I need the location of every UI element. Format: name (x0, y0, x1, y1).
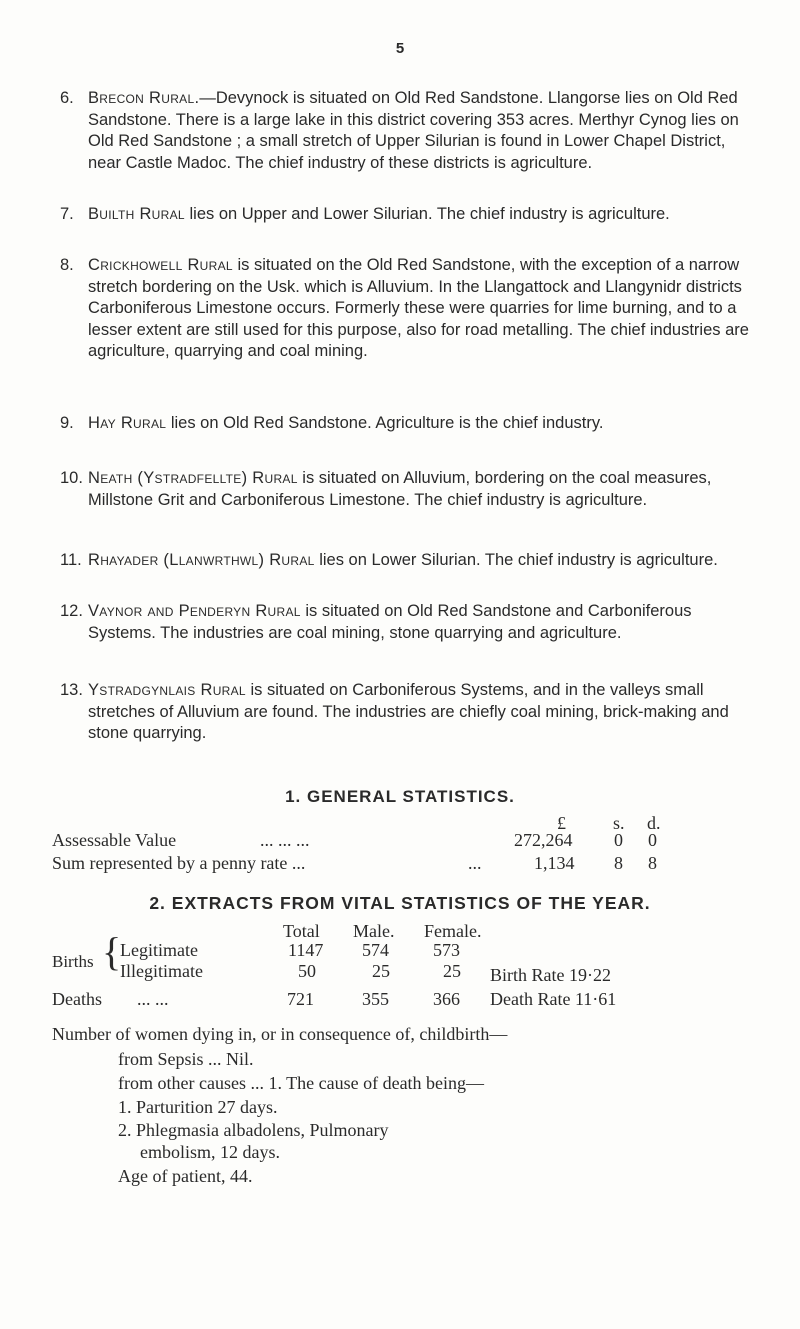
item-number: 10. (60, 469, 83, 487)
col-shillings: s. (613, 813, 625, 833)
stat-label: Sum represented by a penny rate ... (52, 853, 306, 873)
deaths-total: 721 (287, 989, 314, 1009)
stat-shillings: 0 (614, 830, 623, 850)
deaths-male: 355 (362, 989, 389, 1009)
list-item (60, 204, 750, 226)
leader-dots: ... (468, 853, 482, 873)
brace-glyph: { (102, 929, 122, 974)
maternal-cause-2-cont: embolism, 12 days. (140, 1142, 280, 1162)
district-name: Vaynor and Penderyn Rural (88, 602, 301, 620)
stat-shillings: 8 (614, 853, 623, 873)
stat-label: Assessable Value (52, 830, 177, 850)
illegitimate-label: Illegitimate (120, 961, 203, 981)
district-name: Builth Rural (88, 205, 185, 223)
legitimate-total: 1147 (288, 940, 324, 960)
stat-pence: 8 (648, 853, 657, 873)
list-item (60, 88, 750, 174)
illegitimate-total: 50 (298, 961, 316, 981)
stat-pounds: 272,264 (514, 830, 573, 850)
item-number: 6. (60, 89, 74, 107)
list-item (60, 255, 750, 363)
item-number: 7. (60, 205, 74, 223)
stat-pounds: 1,134 (534, 853, 575, 873)
item-number: 13. (60, 681, 83, 699)
item-number: 12. (60, 602, 83, 620)
illegitimate-male: 25 (372, 961, 390, 981)
stat-pence: 0 (648, 830, 657, 850)
item-text: is situated on Carboniferous Systems, and in the valleys small stretches of Alluvium are found. The industries are chiefly coal mining, brick-making and stone quarrying. (88, 681, 729, 742)
illegitimate-female: 25 (443, 961, 461, 981)
maternal-cause-2: 2. Phlegmasia albadolens, Pulmonary (118, 1120, 389, 1140)
item-number: 11. (60, 551, 82, 569)
list-item (60, 468, 750, 511)
list-item (60, 601, 750, 644)
item-text: lies on Old Red Sandstone. Agriculture is the chief industry. (166, 414, 604, 432)
legitimate-male: 574 (362, 940, 389, 960)
item-text: —Devynock is situated on Old Red Sandstone. Llangorse lies on Old Red Sandstone. There is a large lake in this district covering 353 acres. Merthyr Cynog lies on Old Red Sandstone ; a small stretch of Upper Silurian is found in Lower Chapel District, near Castle Madoc. The chief industry of these districts is agriculture. (88, 89, 739, 172)
maternal-other: from other causes ... 1. The cause of death being— (118, 1073, 485, 1093)
district-name: Brecon Rural. (88, 89, 200, 107)
header-total: Total (283, 921, 320, 941)
patient-age: Age of patient, 44. (118, 1166, 253, 1186)
list-item (60, 550, 750, 572)
legitimate-female: 573 (433, 940, 460, 960)
deaths-label: Deaths (52, 989, 102, 1009)
leader-dots: ... ... ... (260, 830, 310, 850)
list-item (60, 680, 750, 745)
vital-statistics-heading: 2. EXTRACTS FROM VITAL STATISTICS OF THE YEAR. (149, 893, 651, 913)
item-text: lies on Upper and Lower Silurian. The chief industry is agriculture. (184, 205, 670, 223)
district-name: Crickhowell Rural (88, 256, 233, 274)
maternal-sepsis: from Sepsis ... Nil. (118, 1049, 254, 1069)
births-label: Births (52, 952, 94, 971)
item-number: 8. (60, 256, 74, 274)
deaths-female: 366 (433, 989, 460, 1009)
district-name: Ystradgynlais Rural (88, 681, 246, 699)
col-pence: d. (647, 813, 661, 833)
birth-rate: Birth Rate 19·22 (490, 965, 611, 985)
header-male: Male. (353, 921, 395, 941)
list-item (60, 413, 750, 435)
item-text: is situated on the Old Red Sandstone, with the exception of a narrow stretch bordering on the Usk. which is Alluvium. In the Llangattock and Llangynidr districts Carboniferous Limestone occurs. Formerly these were quarries for lime burning, and to a lesser extent are still used for this purpose, also for road metalling. The chief industries are agriculture, quarrying and coal mining. (88, 256, 749, 360)
item-text: is situated on Old Red Sandstone and Carboniferous Systems. The industries are coal mining, stone quarrying and agriculture. (88, 602, 692, 642)
death-rate: Death Rate 11·61 (490, 989, 617, 1009)
district-name: Neath (Ystradfellte) Rural (88, 469, 298, 487)
item-number: 9. (60, 414, 74, 432)
general-statistics-heading: 1. GENERAL STATISTICS. (285, 787, 515, 806)
district-name: Hay Rural (88, 414, 167, 432)
leader-dots: ... ... (137, 989, 169, 1009)
header-female: Female. (424, 921, 482, 941)
maternal-intro: Number of women dying in, or in consequence of, childbirth— (52, 1024, 508, 1044)
maternal-cause-1: 1. Parturition 27 days. (118, 1097, 278, 1117)
page-number: 5 (395, 40, 405, 57)
legitimate-label: Legitimate (120, 940, 198, 960)
col-pounds: £ (557, 813, 566, 833)
item-text: is situated on Alluvium, bordering on the coal measures, Millstone Grit and Carboniferous Limestone. The chief industry is agriculture. (88, 469, 712, 509)
district-name: Rhayader (Llanwrthwl) Rural (88, 551, 315, 569)
item-text: lies on Lower Silurian. The chief industry is agriculture. (314, 551, 718, 569)
